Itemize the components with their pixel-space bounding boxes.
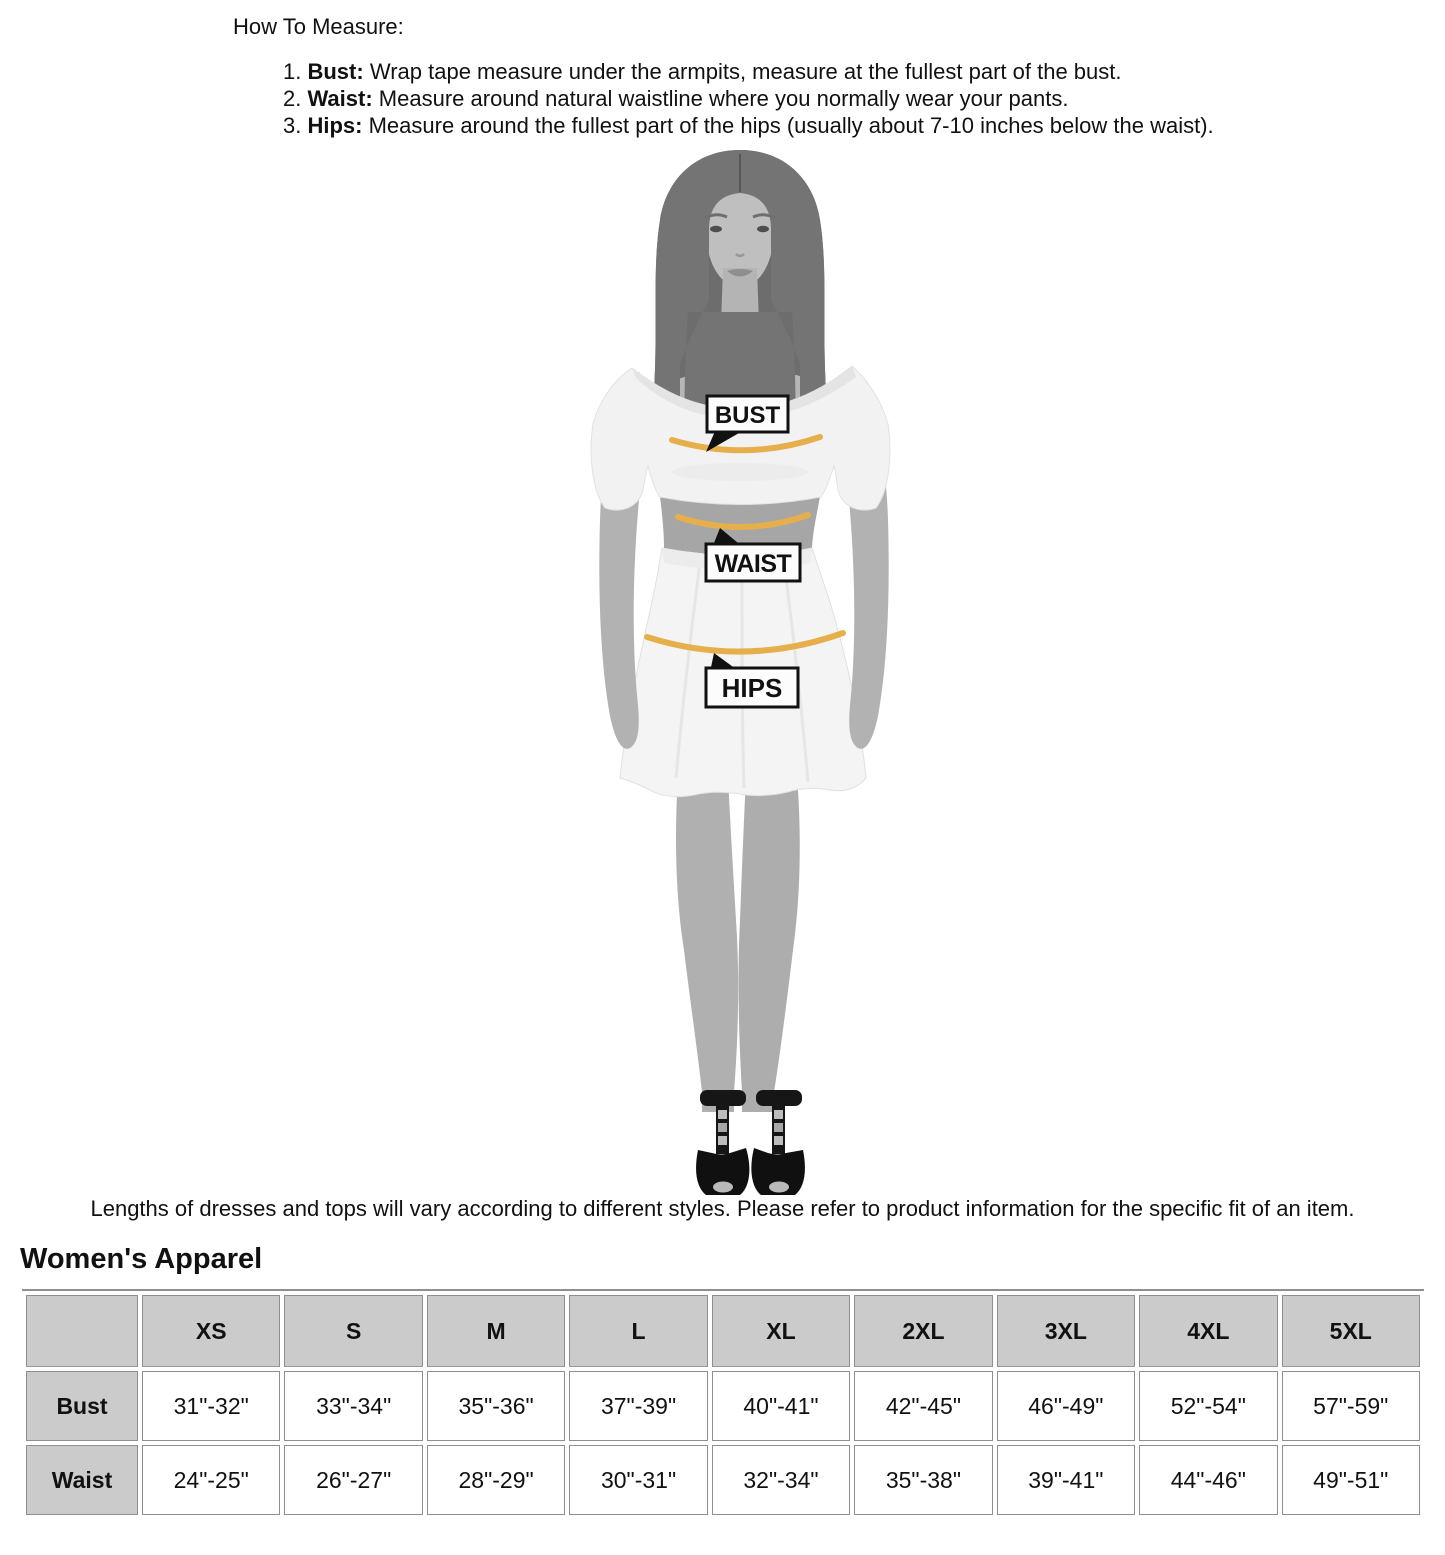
step-label: Waist: bbox=[307, 86, 373, 111]
hips-label-text: HIPS bbox=[721, 673, 783, 703]
step-label: Hips: bbox=[307, 113, 363, 138]
size-header-row bbox=[26, 1295, 1420, 1367]
measurement-model-figure bbox=[540, 148, 940, 1210]
bust-value-2xl: 42"-45" bbox=[854, 1371, 992, 1441]
bust-value-l: 37"-39" bbox=[569, 1371, 707, 1441]
size-chart-frame bbox=[22, 1289, 1424, 1519]
bust-value-5xl: 57"-59" bbox=[1282, 1371, 1421, 1441]
how-to-measure-title: How To Measure: bbox=[233, 14, 404, 39]
waist-value-5xl: 49"-51" bbox=[1282, 1445, 1421, 1515]
waist-value-xl: 32"-34" bbox=[712, 1445, 850, 1515]
left-leg bbox=[676, 776, 738, 1112]
size-chart-title: Women's Apparel bbox=[20, 1243, 263, 1275]
step-number: 3. bbox=[283, 113, 302, 138]
step-number: 2. bbox=[283, 86, 302, 111]
waist-row-label: Waist bbox=[26, 1445, 138, 1515]
waist-row bbox=[26, 1445, 1420, 1515]
size-chart-table bbox=[22, 1291, 1424, 1519]
size-chart-corner-cell bbox=[26, 1295, 138, 1367]
fit-note: Lengths of dresses and tops will vary according to different styles. Please refer to product information for the specific fit of an item. bbox=[90, 1196, 1355, 1221]
waist-value-l: 30"-31" bbox=[569, 1445, 707, 1515]
bust-value-4xl: 52"-54" bbox=[1139, 1371, 1277, 1441]
size-col-header-l: L bbox=[569, 1295, 707, 1367]
size-col-header-2xl: 2XL bbox=[854, 1295, 992, 1367]
bust-row bbox=[26, 1371, 1420, 1441]
bust-value-xl: 40"-41" bbox=[712, 1371, 850, 1441]
size-col-header-5xl: 5XL bbox=[1282, 1295, 1421, 1367]
model-illustration bbox=[540, 148, 940, 1210]
size-col-header-m: M bbox=[427, 1295, 565, 1367]
bust-label-text: BUST bbox=[714, 402, 781, 429]
waist-value-3xl: 39"-41" bbox=[997, 1445, 1135, 1515]
bust-value-s: 33"-34" bbox=[284, 1371, 422, 1441]
waist-value-4xl: 44"-46" bbox=[1139, 1445, 1277, 1515]
waist-value-2xl: 35"-38" bbox=[854, 1445, 992, 1515]
right-leg bbox=[739, 776, 800, 1112]
bust-row-label: Bust bbox=[26, 1371, 138, 1441]
left-eye bbox=[710, 226, 722, 232]
step-number: 1. bbox=[283, 59, 302, 84]
bust-value-xs: 31"-32" bbox=[142, 1371, 280, 1441]
waist-label-text: WAIST bbox=[714, 550, 792, 578]
measure-steps-list bbox=[283, 58, 1214, 139]
bust-value-m: 35"-36" bbox=[427, 1371, 565, 1441]
crop-top-shading bbox=[672, 463, 808, 481]
measure-step-hips bbox=[283, 112, 1214, 139]
waist-value-xs: 24"-25" bbox=[142, 1445, 280, 1515]
right-eye bbox=[757, 226, 769, 232]
size-col-header-xl: XL bbox=[712, 1295, 850, 1367]
measure-step-waist bbox=[283, 85, 1214, 112]
waist-value-s: 26"-27" bbox=[284, 1445, 422, 1515]
size-col-header-s: S bbox=[284, 1295, 422, 1367]
step-text: Measure around the fullest part of the hips (usually about 7-10 inches below the waist). bbox=[368, 113, 1214, 138]
step-label: Bust: bbox=[307, 59, 364, 84]
bust-value-3xl: 46"-49" bbox=[997, 1371, 1135, 1441]
size-col-header-4xl: 4XL bbox=[1139, 1295, 1277, 1367]
size-col-header-xs: XS bbox=[142, 1295, 280, 1367]
size-col-header-3xl: 3XL bbox=[997, 1295, 1135, 1367]
waist-value-m: 28"-29" bbox=[427, 1445, 565, 1515]
measure-step-bust bbox=[283, 58, 1214, 85]
step-text: Wrap tape measure under the armpits, measure at the fullest part of the bust. bbox=[369, 59, 1122, 84]
step-text: Measure around natural waistline where you normally wear your pants. bbox=[378, 86, 1069, 111]
